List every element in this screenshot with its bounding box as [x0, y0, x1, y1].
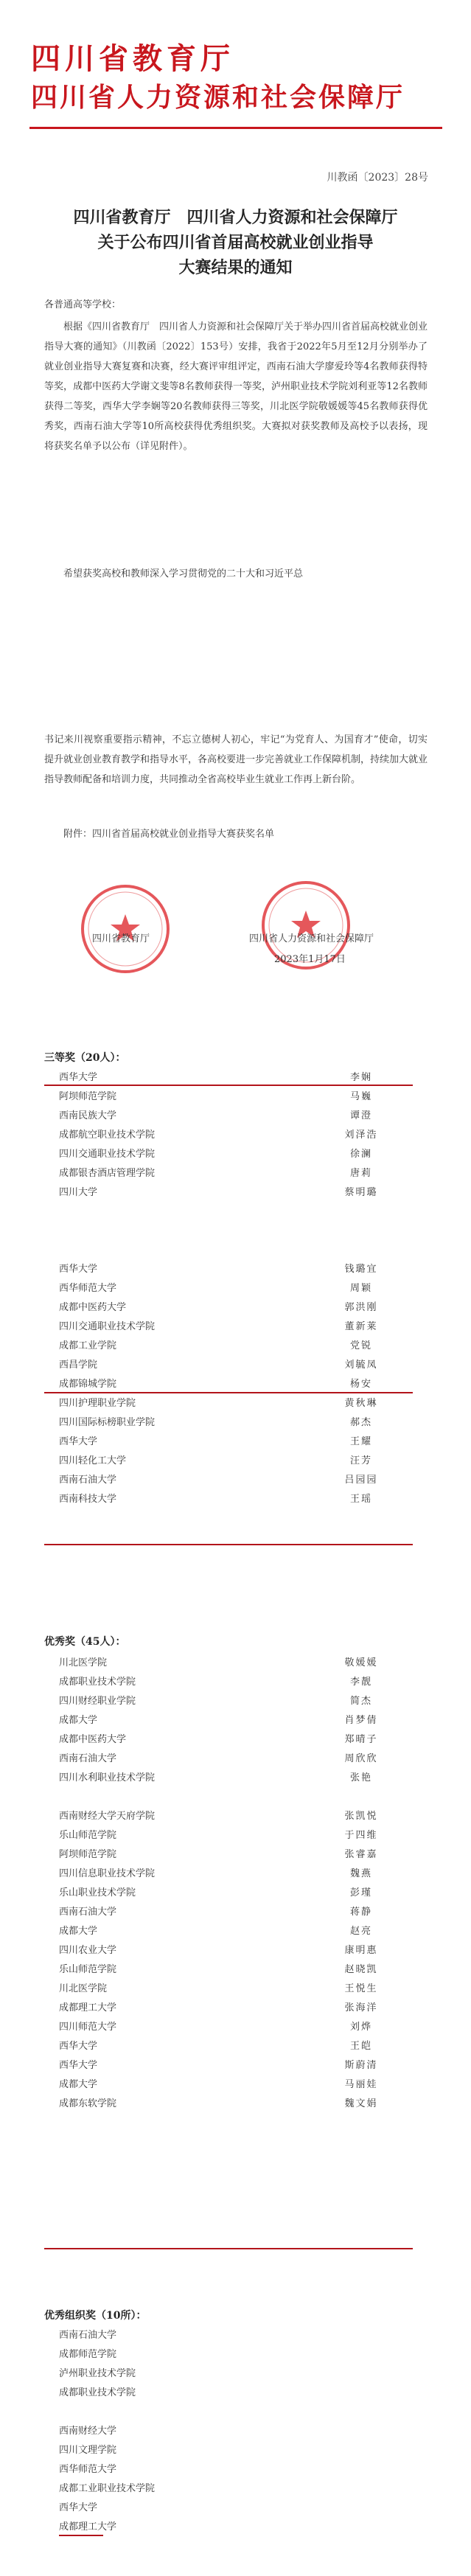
list-item: 泸州职业技术学院 [59, 2367, 136, 2379]
highlight-line [59, 2535, 103, 2536]
list-item: 成都大学 赵亮 [59, 1925, 372, 1937]
list-item: 四川护理职业学院 黄秋琳 [59, 1397, 378, 1409]
list-item: 四川交通职业技术学院 徐澜 [59, 1148, 372, 1160]
list-item: 成都大学 肖梦倩 [59, 1714, 378, 1726]
list-item: 西南石油大学 吕园园 [59, 1474, 378, 1486]
list-item: 四川交通职业技术学院 董新莱 [59, 1320, 378, 1332]
education-dept-seal [77, 881, 173, 977]
list-item: 成都锦城学院 杨安 [59, 1378, 372, 1390]
header-red-rule [29, 127, 442, 129]
list-item: 西华师范大学 周颖 [59, 1282, 372, 1294]
list-item: 四川财经职业学院 简杰 [59, 1695, 372, 1707]
list-item: 四川水利职业技术学院 张艳 [59, 1772, 372, 1783]
list-item: 西南石油大学 [59, 2329, 117, 2341]
issuer-line-2: 四川省人力资源和社会保障厅 [31, 82, 405, 113]
list-item: 成都职业技术学院 李靓 [59, 1676, 372, 1688]
list-item: 西华大学 钱璐宜 [59, 1263, 378, 1275]
paragraph-1: 根据《四川省教育厅 四川省人力资源和社会保障厅关于举办四川省首届高校就业创业指导大赛的通知》（川教函〔2022〕153号）安排，我省于2022年5月至12月分别举办了就业创业指导大赛复赛和决赛，经大赛评审组评定，西南石油大学廖爱玲等4名教师获得特等奖，成都中医药大学谢文斐等8名教师获得一等奖，泸州职业技术学院刘利亚等12名教师获得二等奖，西华大学李娴等20名教师获得三等奖，川北医学院敬媛媛等45名教师获得优秀奖，西南石油大学等10所高校获得优秀组织奖。大赛拟对获奖教师及高校予以表扬，现将获奖名单予以公布（详见附件）。 [44, 321, 428, 452]
paragraph-3: 书记来川视察重要指示精神，不忘立德树人初心，牢记“为党育人、为国育才”使命，切实提升就业创业教育教学和指导水平，各高校要进一步完善就业工作保障机制，持续加大就业指导教师配备和培训力度，共同推动全省高校毕业生就业工作再上新台阶。 [44, 734, 428, 785]
list-item: 西华大学 李娴 [59, 1071, 372, 1083]
attachment-note: 附件：四川省首届高校就业创业指导大赛获奖名单 [63, 829, 275, 840]
salutation: 各普通高等学校： [44, 299, 122, 310]
list-item: 成都东软学院 魏文娟 [59, 2098, 378, 2109]
title-line-2: 关于公布四川省首届高校就业创业指导 [97, 233, 374, 252]
list-item: 乐山师范学院 赵晓凯 [59, 1963, 378, 1975]
list-item: 西昌学院 刘毓凤 [59, 1359, 378, 1371]
list-item: 成都工业职业技术学院 [59, 2482, 156, 2494]
list-item: 川北医学院 敬媛媛 [59, 1657, 378, 1668]
third-prize-title: 三等奖（20人）： [44, 1052, 126, 1064]
list-item: 成都中医药大学 郑晴子 [59, 1733, 378, 1745]
list-item: 西南财经大学 [59, 2425, 117, 2437]
title-line-3: 大赛结果的通知 [178, 258, 293, 277]
list-item: 阿坝师范学院 马巍 [59, 1090, 372, 1102]
list-item: 四川信息职业技术学院 魏燕 [59, 1867, 372, 1879]
list-item: 西南民族大学 谭澄 [59, 1110, 372, 1121]
list-item: 成都航空职业技术学院 刘泽浩 [59, 1129, 378, 1141]
list-item: 西华大学 王皑 [59, 2040, 372, 2052]
list-item: 四川轻化工大学 汪芳 [59, 1455, 372, 1466]
paragraph-2: 希望获奖高校和教师深入学习贯彻党的二十大和习近平总 [63, 568, 304, 579]
list-item: 四川大学 蔡明璐 [59, 1186, 378, 1198]
excellence-prize-title: 优秀奖（45人）： [44, 1636, 126, 1648]
list-item: 成都银杏酒店管理学院 唐莉 [59, 1167, 372, 1179]
list-item: 四川师范大学 刘烨 [59, 2021, 372, 2033]
highlight-line [44, 1085, 413, 1086]
list-item: 阿坝师范学院 张睿嘉 [59, 1848, 378, 1860]
title-line-1: 四川省教育厅 四川省人力资源和社会保障厅 [73, 208, 398, 227]
list-item: 西南科技大学 王瑶 [59, 1493, 372, 1505]
document-number: 川教函〔2023〕28号 [327, 172, 428, 184]
list-item: 成都工业学院 党锐 [59, 1340, 372, 1351]
list-item: 西华师范大学 [59, 2463, 117, 2475]
list-item: 西南石油大学 周欣欣 [59, 1752, 378, 1764]
signature-right-org: 四川省人力资源和社会保障厅 [249, 933, 374, 944]
excellence-prize-list [59, 1651, 383, 2112]
highlight-line [44, 2248, 413, 2249]
list-item: 成都理工大学 [59, 2521, 117, 2533]
list-item: 川北医学院 王悦生 [59, 1983, 378, 1994]
list-item: 乐山师范学院 于四维 [59, 1829, 378, 1841]
list-item: 成都职业技术学院 [59, 2387, 136, 2398]
list-item: 四川文理学院 [59, 2444, 117, 2456]
list-item: 西华大学 斯蔚清 [59, 2059, 378, 2071]
list-item: 四川农业大学 康明惠 [59, 1944, 378, 1956]
org-award-title: 优秀组织奖（10所）： [44, 2310, 147, 2322]
list-item: 西华大学 [59, 2502, 98, 2513]
highlight-line [44, 1392, 413, 1393]
list-item: 乐山职业技术学院 彭瑾 [59, 1887, 372, 1898]
signature-date: 2023年1月17日 [274, 954, 346, 965]
signature-left-org: 四川省教育厅 [92, 933, 150, 944]
list-item: 西南财经大学天府学院 张凯悦 [59, 1810, 378, 1822]
list-item: 成都理工大学 张海洋 [59, 2002, 378, 2013]
issuer-line-1: 四川省教育厅 [31, 41, 234, 76]
list-item: 成都中医药大学 郭洪刚 [59, 1301, 378, 1313]
list-item: 成都师范学院 [59, 2348, 117, 2360]
list-item: 西南石油大学 蒋静 [59, 1906, 372, 1918]
list-item: 西华大学 王耀 [59, 1435, 372, 1447]
list-item: 成都大学 马丽娃 [59, 2078, 378, 2090]
third-prize-list [59, 1066, 383, 1507]
list-item: 四川国际标榜职业学院 郝杰 [59, 1416, 372, 1428]
highlight-line [44, 1544, 413, 1545]
org-award-list [59, 2324, 383, 2535]
